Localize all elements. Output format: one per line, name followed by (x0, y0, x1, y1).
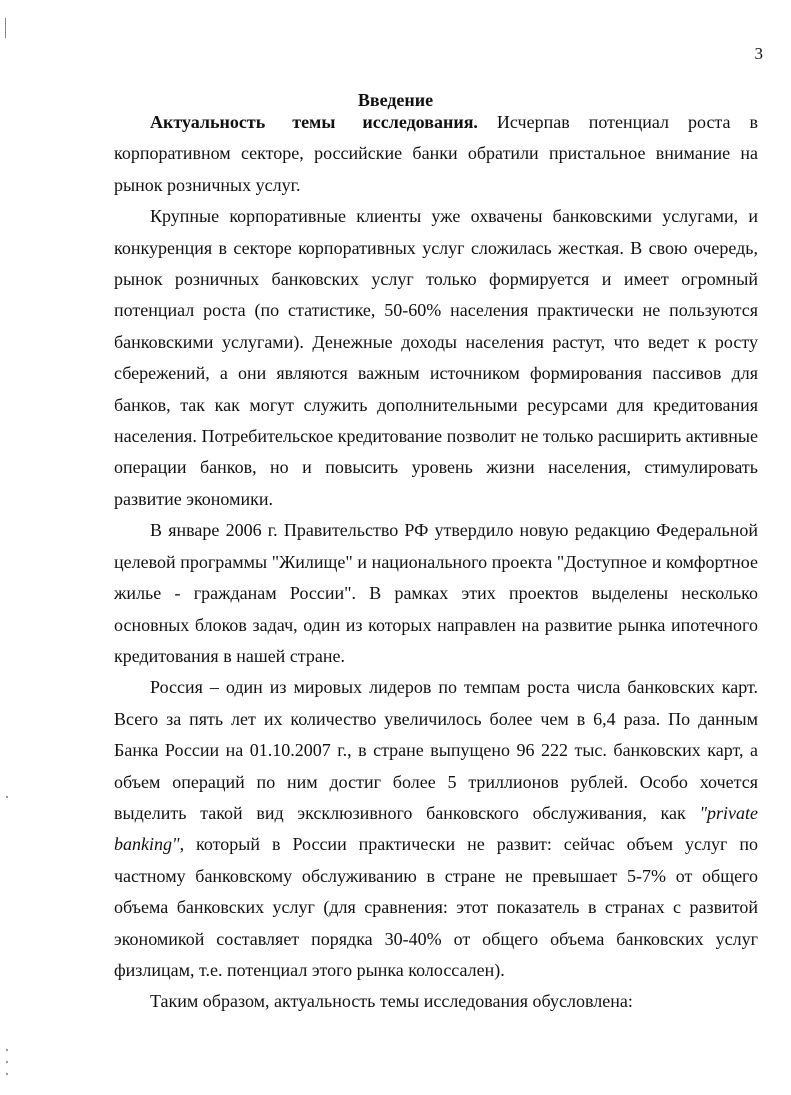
paragraph: В январе 2006 г. Правительство РФ утвердило новую редакцию Федеральной целевой программы "Жилище" и национального проекта "Доступное и комфортное жилье - гражданам России". В рамках этих проектов выделены несколько основных блоков задач, один из которых направлен на развитие рынка ипотечного кредитования в нашей стране. (114, 520, 758, 666)
paragraph (114, 672, 758, 986)
paragraph-lead: Актуальность темы исследования. (150, 112, 478, 132)
scan-edge-mark (5, 18, 10, 38)
scan-dot (6, 796, 8, 798)
scan-dot (6, 1049, 8, 1051)
scan-dot (6, 1073, 8, 1075)
paragraph-text: , который в России практически не развит: сейчас объем услуг по частному банковскому обслуживанию в стране не превышает 5-7% от общего объема банковских услуг (для сравнения: этот показатель в странах с развитой экономикой составляет порядка 30-40% от общего объема банковских услуг физлицам, т.е. потенциал этого рынка колоссален). (114, 834, 758, 980)
page-number: 3 (754, 44, 763, 63)
scan-dot (6, 1061, 8, 1063)
paragraph: Крупные корпоративные клиенты уже охвачены банковскими услугами, и конкуренция в секторе корпоративных услуг сложилась жесткая. В свою очередь, рынок розничных банковских услуг только формируется и имеет огромный потенциал роста (по статистике, 50-60% населения практически не пользуются банковскими услугами). Денежные доходы населения растут, что ведет к росту сбережений, а они являются важным источником формирования пассивов для банков, так как могут служить дополнительными ресурсами для кредитования населения. Потребительское кредитование позволит не только расширить активные операции банков, но и повысить уровень жизни населения, стимулировать развитие экономики. (114, 206, 758, 509)
page-title: Введение (357, 90, 434, 110)
italic-term: "private banking" (114, 802, 758, 855)
paragraph-text: Исчерпав потенциал роста в корпоративном секторе, российские банки обратили пристальное внимание на рынок розничных услуг. (114, 112, 758, 195)
paragraph: Таким образом, актуальность темы исследования обусловлена: (150, 991, 633, 1012)
document-body (114, 107, 758, 1018)
paragraph-text: Россия – один из мировых лидеров по темпам роста числа банковских карт. Всего за пять лет их количество увеличилось более чем в 6,4 раза. По данным Банка России на 01.10.2007 г., в стране выпущено 96 222 тыс. банковских карт, а объем операций по ним достиг более 5 триллионов рублей. Особо хочется выделить такой вид эксклюзивного банковского обслуживания, как (114, 677, 758, 823)
paragraph (114, 107, 758, 201)
